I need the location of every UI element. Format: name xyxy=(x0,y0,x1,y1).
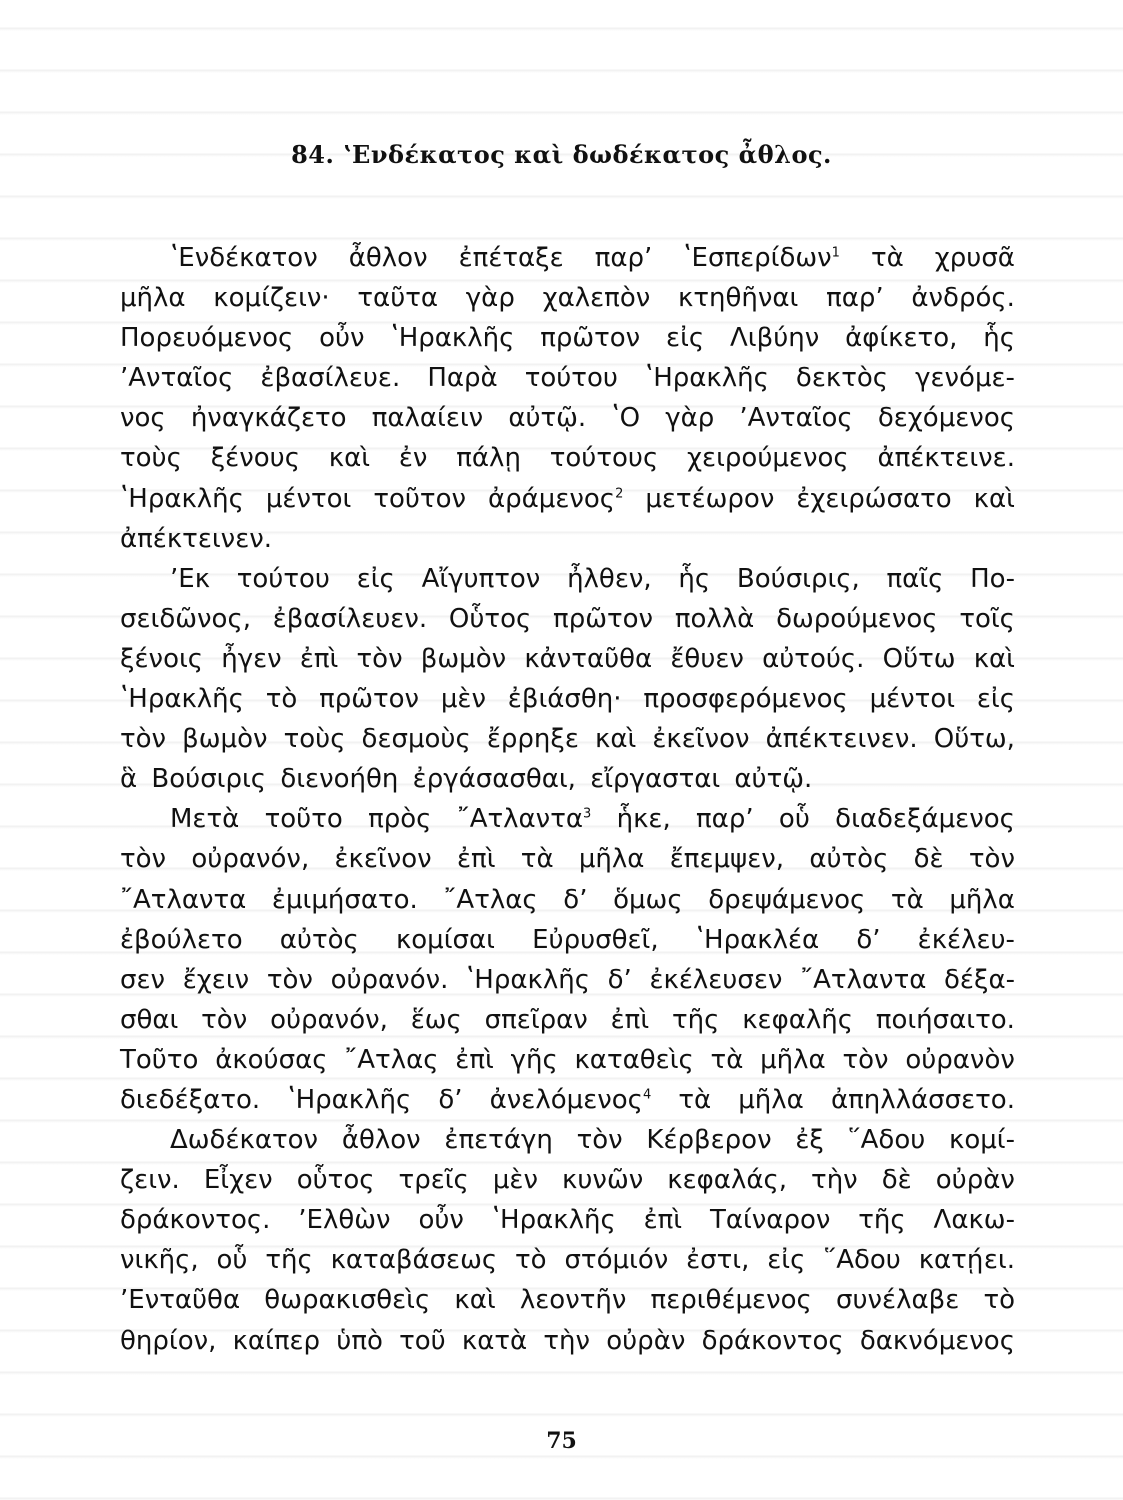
word: κομί- xyxy=(949,1125,1015,1156)
word: τὴν xyxy=(543,1325,591,1356)
word: καὶ xyxy=(973,483,1015,514)
word: οὐρὰν xyxy=(935,1165,1015,1196)
word: ʽΗρακλῆς xyxy=(644,363,769,394)
word: ἧκε, xyxy=(616,804,671,835)
word: πρῶτον xyxy=(540,323,641,354)
text-line xyxy=(120,1240,1015,1280)
word: ῞Αδου xyxy=(847,1125,926,1156)
word: δωρούμενος xyxy=(776,603,938,634)
word: διεδέξατο. xyxy=(120,1084,261,1115)
word: ἀνδρός. xyxy=(911,283,1015,314)
word: σθαι xyxy=(120,1004,179,1035)
word: ποιήσαιτο. xyxy=(875,1004,1015,1035)
word: τοῦ xyxy=(399,1325,446,1356)
word: ἐκέλευσεν xyxy=(649,964,783,995)
word: αὐτῷ. xyxy=(734,764,813,795)
word: ἃ xyxy=(120,764,138,795)
word: ἐν xyxy=(398,443,428,474)
word: ἐβασίλευεν. xyxy=(272,603,428,634)
word: νικῆς, xyxy=(120,1245,199,1276)
word: οὐρανόν, xyxy=(270,1004,388,1035)
word: δεχόμενος xyxy=(877,403,1015,434)
text-line xyxy=(120,559,1015,599)
word: ἐβιάσθη· xyxy=(507,684,622,715)
word: ἧς xyxy=(983,323,1015,354)
text-line xyxy=(120,920,1015,960)
text-line xyxy=(120,639,1015,679)
word: κυνῶν xyxy=(562,1165,644,1196)
word: ἐκέλευ- xyxy=(917,924,1015,955)
word: Λιβύην xyxy=(730,323,820,354)
word: ῎Ατλας xyxy=(443,884,538,915)
word: πρῶτον xyxy=(553,603,654,634)
word: διαδεξάμενος xyxy=(835,804,1015,835)
word: αὐτὸς xyxy=(279,924,359,955)
word: ἦλθεν, xyxy=(567,563,652,594)
word: Παρὰ xyxy=(427,363,498,394)
word: ʽΗρακλῆς xyxy=(120,684,244,715)
text-line xyxy=(120,599,1015,639)
word: κεφαλῆς xyxy=(742,1004,853,1035)
word: οὐρανόν. xyxy=(330,964,449,995)
word: οὗ xyxy=(216,1245,248,1276)
word: μὲν xyxy=(440,684,486,715)
word: μετέωρον xyxy=(645,483,775,514)
word: ʽΕσπερίδων$^1$ xyxy=(683,243,840,273)
word: ἀράμενος$^2$ xyxy=(488,483,624,514)
word: ῎Ατλαντα xyxy=(800,964,927,995)
text-line xyxy=(120,1280,1015,1320)
word: οὖν xyxy=(319,323,365,354)
text-line xyxy=(120,398,1015,438)
word: Εἶχεν xyxy=(203,1165,273,1196)
word: εἰς xyxy=(356,563,395,594)
text-line xyxy=(120,759,1015,799)
word: μέντοι xyxy=(265,483,352,514)
word: τῆς xyxy=(671,1004,720,1035)
word: ἔχειν xyxy=(182,964,250,995)
word: κομίσαι xyxy=(395,924,495,955)
word: ʽΗρακλῆς xyxy=(491,1205,616,1236)
word: οὐρὰν xyxy=(606,1325,686,1356)
word: ἆθλον xyxy=(348,243,428,273)
word: μῆλα xyxy=(949,884,1015,915)
word: ʽΗρακλῆς xyxy=(390,323,515,354)
word: Βούσιρις xyxy=(151,764,267,795)
word: ἆθλον xyxy=(341,1125,421,1156)
word: δακνόμενος xyxy=(859,1325,1015,1356)
word: ἐβασίλευε. xyxy=(260,363,401,394)
word: βωμὸν xyxy=(182,724,268,755)
word: τὸ xyxy=(515,1245,547,1276)
text-line xyxy=(120,1080,1015,1120)
word: τὰ xyxy=(870,243,904,273)
word: λεοντῆν xyxy=(519,1285,627,1316)
word: νος xyxy=(120,403,166,434)
word: ἐργάσασθαι, xyxy=(412,764,576,795)
word: ἐμιμήσατο. xyxy=(271,884,418,915)
word: ʼΑνταῖος xyxy=(739,403,853,434)
text-line xyxy=(120,839,1015,879)
text-line xyxy=(120,719,1015,759)
word: πρῶτον xyxy=(319,684,420,715)
word: ἐπὶ xyxy=(643,1205,683,1236)
word: πρὸς xyxy=(368,804,432,835)
word: ἀκούσας xyxy=(215,1044,328,1075)
word: Μετὰ xyxy=(170,804,240,835)
word: οὗτος xyxy=(296,1165,375,1196)
word: χρυσᾶ xyxy=(934,243,1015,273)
word: ἐπὶ xyxy=(610,1004,650,1035)
word: καταβάσεως xyxy=(330,1245,498,1276)
word: Ταίναρον xyxy=(709,1205,831,1236)
word: τὸν xyxy=(356,643,403,674)
word: ἐστι, xyxy=(686,1245,750,1276)
text-line xyxy=(120,479,1015,519)
word: τῆς xyxy=(265,1245,313,1276)
word: ξένους xyxy=(210,443,300,474)
word: καὶ xyxy=(973,643,1015,674)
word: ῞Αδου xyxy=(823,1245,901,1276)
word: εἴργασται xyxy=(590,764,721,795)
word: μῆλα xyxy=(760,1044,826,1075)
word: εἰς xyxy=(976,684,1015,715)
word: παλαίειν xyxy=(371,403,484,434)
word: γὰρ xyxy=(665,403,715,434)
text-line xyxy=(120,799,1015,839)
word: ἔθυεν xyxy=(670,643,744,674)
word: χειρούμενος xyxy=(687,443,849,474)
word: οὗ xyxy=(778,804,810,835)
word: τὰ xyxy=(890,884,924,915)
word: ἐπὶ xyxy=(455,1044,494,1075)
word: ʽΗρακλῆς xyxy=(120,483,244,514)
word: Κέρβερον xyxy=(646,1125,772,1156)
word: Δωδέκατον xyxy=(170,1125,319,1156)
text-line xyxy=(120,1200,1015,1240)
word: δεσμοὺς xyxy=(361,724,471,755)
word: προσφερόμενος xyxy=(643,684,848,715)
word: δράκοντος xyxy=(701,1325,844,1356)
word: ἦγεν xyxy=(221,643,282,674)
word: μέντοι xyxy=(869,684,956,715)
text-line xyxy=(120,1321,1015,1361)
word: ῎Ατλας xyxy=(344,1044,439,1075)
word: κατῄει. xyxy=(918,1245,1015,1276)
word: Τοῦτο xyxy=(120,1044,199,1075)
text-line xyxy=(120,238,1015,278)
word: κομίζειν· xyxy=(213,283,330,314)
word: δὲ xyxy=(913,844,944,875)
word: δʼ xyxy=(438,1084,463,1115)
word: κἀνταῦθα xyxy=(524,643,653,674)
word: καταθεὶς xyxy=(574,1044,694,1075)
word: ἐβούλετο xyxy=(120,924,243,955)
word: στόμιόν xyxy=(564,1245,669,1276)
text-line xyxy=(120,318,1015,358)
word: σειδῶνος, xyxy=(120,603,251,634)
word: ἐκεῖνον xyxy=(334,844,432,875)
word: τούτους xyxy=(549,443,659,474)
word: Βούσιρις, xyxy=(736,563,860,594)
word: δέξα- xyxy=(944,964,1015,995)
word: οὐρανὸν xyxy=(905,1044,1015,1075)
word: αὐτὸς xyxy=(809,844,889,875)
word: τούτου xyxy=(524,363,618,394)
word: μὲν xyxy=(492,1165,538,1196)
word: ἔπεμψεν, xyxy=(669,844,785,875)
word: δεκτὸς xyxy=(795,363,889,394)
word: Εὐρυσθεῖ, xyxy=(532,924,659,955)
word: αὐτούς. xyxy=(762,643,865,674)
word: τὰ xyxy=(710,1044,744,1075)
word: ἀπέκτεινε. xyxy=(877,443,1015,474)
word: πάλῃ xyxy=(456,443,521,474)
text-line xyxy=(120,438,1015,478)
word: οὖν xyxy=(418,1205,464,1236)
word: ἀπηλλάσσετο. xyxy=(830,1084,1015,1115)
word: ἐχειρώσατο xyxy=(796,483,952,514)
word: Λακω- xyxy=(933,1205,1015,1236)
word: ἐπὶ xyxy=(299,643,339,674)
word: μῆλα xyxy=(738,1084,804,1115)
text-line xyxy=(120,519,1015,559)
text-line xyxy=(120,1040,1015,1080)
word: ἠναγκάζετο xyxy=(190,403,347,434)
text-line xyxy=(120,1160,1015,1200)
text-line xyxy=(120,880,1015,920)
text-line xyxy=(120,1120,1015,1160)
word: ῎Ατλαντα xyxy=(120,884,247,915)
word: παρʼ xyxy=(594,243,653,273)
word: γῆς xyxy=(510,1044,558,1075)
word: κατὰ xyxy=(461,1325,528,1356)
word: αὐτῷ. xyxy=(508,403,587,434)
chapter-heading: 84. ʽΕνδέκατος καὶ δωδέκατος ἆθλος. xyxy=(291,140,832,169)
word: ἐπὶ xyxy=(456,844,496,875)
word: τὰ xyxy=(520,844,554,875)
word: τὸν xyxy=(201,1004,248,1035)
word: εἰς xyxy=(767,1245,806,1276)
word: κεφαλάς, xyxy=(667,1165,787,1196)
word: περιθέμενος xyxy=(650,1285,812,1316)
word: τὸν xyxy=(120,724,167,755)
word: ἀπέκτεινεν. xyxy=(120,523,273,554)
word: ʼΕλθὼν xyxy=(298,1205,391,1236)
word: ῎Ατλαντα$^3$ xyxy=(456,804,592,835)
word: ʽΗρακλῆς xyxy=(466,964,590,995)
word: τὰ xyxy=(678,1084,712,1115)
text-line xyxy=(120,358,1015,398)
word: ʽΟ xyxy=(611,403,641,434)
word: ʽΕνδέκατον xyxy=(170,243,318,273)
text-line xyxy=(120,960,1015,1000)
word: ἀνελόμενος$^4$ xyxy=(489,1084,652,1115)
word: τούτου xyxy=(236,563,330,594)
word: τοὺς xyxy=(120,443,182,474)
word: ξένοις xyxy=(120,643,204,674)
word: ἐξ xyxy=(795,1125,824,1156)
word: ἕως xyxy=(410,1004,462,1035)
word: παρʼ xyxy=(696,804,754,835)
word: τρεῖς xyxy=(398,1165,469,1196)
word: γὰρ xyxy=(465,283,515,314)
text-line xyxy=(120,1000,1015,1040)
word: κτηθῆναι xyxy=(678,283,799,314)
word: παρʼ xyxy=(826,283,884,314)
word: ἐκεῖνον xyxy=(652,724,750,755)
word: ὅμως xyxy=(613,884,683,915)
body-text xyxy=(120,238,1015,1361)
text-line xyxy=(120,278,1015,318)
word: μῆλα xyxy=(120,283,186,314)
word: ʼΕκ xyxy=(170,563,211,594)
word: τὸ xyxy=(983,1285,1015,1316)
word: ταῦτα xyxy=(357,283,439,314)
word: Οὕτω xyxy=(882,643,956,674)
word: τὸ xyxy=(265,684,298,715)
word: ʽΗρακλῆς xyxy=(287,1084,412,1115)
word: εἰς xyxy=(666,323,705,354)
word: τὸν xyxy=(120,844,167,875)
text-line xyxy=(120,679,1015,719)
word: σεν xyxy=(120,964,166,995)
word: διενοήθη xyxy=(280,764,399,795)
word: Αἴγυπτον xyxy=(421,563,541,594)
word: ἀπέκτεινεν. xyxy=(765,724,918,755)
word: ἀφίκετο, xyxy=(845,323,958,354)
word: ἔρρηξε xyxy=(486,724,579,755)
word: καὶ xyxy=(328,443,371,474)
word: χαλεπὸν xyxy=(542,283,651,314)
word: καὶ xyxy=(454,1285,496,1316)
page-number: 75 xyxy=(546,1428,577,1454)
word: ἐπέταξε xyxy=(458,243,564,273)
word: συνέλαβε xyxy=(835,1285,960,1316)
word: δὲ xyxy=(881,1165,912,1196)
word: βωμὸν xyxy=(420,643,507,674)
word: τοῦτο xyxy=(264,804,343,835)
word: θηρίον, xyxy=(120,1325,217,1356)
word: μῆλα xyxy=(578,844,645,875)
word: ἧς xyxy=(678,563,711,594)
word: δʼ xyxy=(607,964,632,995)
word: ʼΑνταῖος xyxy=(120,363,234,394)
word: Οὗτος xyxy=(448,603,532,634)
word: τοῖς xyxy=(959,603,1015,634)
word: σπεῖραν xyxy=(484,1004,588,1035)
word: γενόμε- xyxy=(915,363,1015,394)
word: τὸν xyxy=(968,844,1015,875)
word: ʽΗρακλέα xyxy=(695,924,820,955)
word: ἐπετάγη xyxy=(444,1125,553,1156)
word: θωρακισθεὶς xyxy=(264,1285,431,1316)
word: καὶ xyxy=(595,724,637,755)
word: Πορευόμενος xyxy=(120,323,294,354)
word: δʼ xyxy=(563,884,588,915)
word: τοὺς xyxy=(283,724,346,755)
word: ʼΕνταῦθα xyxy=(120,1285,241,1316)
word: τῆς xyxy=(858,1205,906,1236)
word: Πο- xyxy=(970,563,1015,594)
word: ὑπὸ xyxy=(336,1325,383,1356)
word: τὸν xyxy=(266,964,313,995)
word: παῖς xyxy=(886,563,944,594)
word: τὴν xyxy=(811,1165,858,1196)
word: δʼ xyxy=(856,924,881,955)
word: δράκοντος. xyxy=(120,1205,271,1236)
word: ζειν. xyxy=(120,1165,180,1196)
word: τὸν xyxy=(576,1125,623,1156)
word: δρεψάμενος xyxy=(708,884,866,915)
word: τὸν xyxy=(842,1044,889,1075)
word: οὐρανόν, xyxy=(191,844,310,875)
word: καίπερ xyxy=(232,1325,321,1356)
word: πολλὰ xyxy=(674,603,755,634)
word: Οὕτω, xyxy=(933,724,1015,755)
word: τοῦτον xyxy=(373,483,467,514)
